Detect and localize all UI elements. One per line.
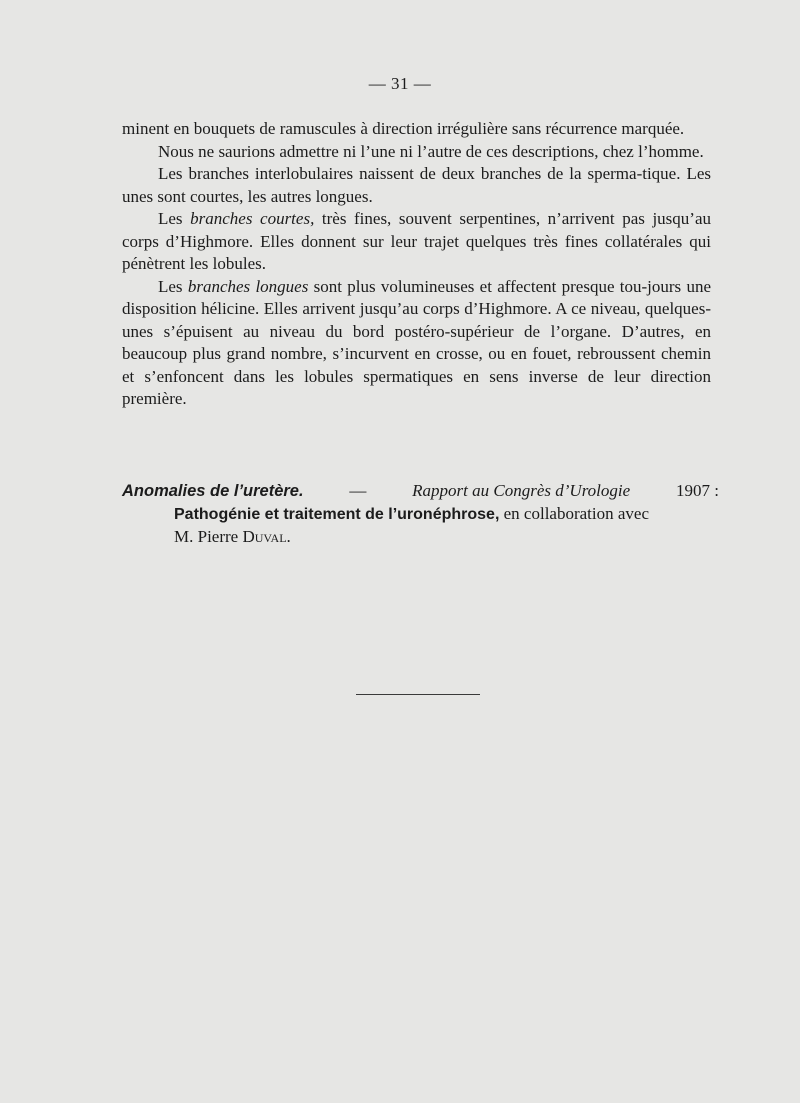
paragraph-text: Nous ne saurions admettre ni l’une ni l’autre de ces descriptions, chez l’homme. [158, 141, 704, 161]
body-text [122, 118, 711, 411]
reference-title: Anomalies de l’uretère. [122, 482, 304, 500]
paragraph [122, 141, 711, 164]
paragraph [122, 208, 711, 276]
reference-author-prefix: M. Pierre [174, 527, 243, 546]
paragraph [122, 118, 711, 141]
reference-line [122, 503, 719, 527]
paragraph-text: Les branches interlobulaires naissent de deux branches de la sperma-tique. Les unes sont courtes, les autres longues. [122, 164, 711, 206]
paragraph [122, 276, 711, 411]
paragraph-text: Les [158, 209, 191, 228]
paragraph-text: très fines, souvent serpentines, n’arrivent pas jusqu’au corps d’Highmore. Elles donnent sur leur trajet quelques très fines collatérales qui pénètrent les lobules. [122, 209, 712, 273]
paragraph-text: sont plus volumineuses et affectent presque tou-jours une disposition hélicine. Elles arrivent jusqu’au corps d’Highmore. A ce niveau, quelques-unes s’épuisent au niveau du bord postéro-supérieur de l’organe. D’autres, en beaucoup plus grand nombre, s’incurvent en crosse, ou en fouet, rebroussent chemin et s’enfoncent dans les lobules spermatiques en sens inverse de leur direction première. [122, 276, 711, 408]
section-separator [356, 694, 480, 695]
reference-author-suffix: . [286, 527, 291, 546]
italic-term: branches courtes, [190, 209, 315, 228]
italic-term: branches longues [187, 276, 309, 296]
reference-report: Rapport au Congrès d’Urologie [412, 481, 631, 500]
page-number: — 31 — [368, 74, 432, 93]
reference-line [122, 526, 719, 549]
reference-dash: — [349, 481, 367, 500]
reference-year: 1907 : [675, 481, 719, 500]
paragraph-text: minent en bouquets de ramuscules à direction irrégulière sans récurrence marquée. [122, 119, 685, 138]
reference-author-name: Duval [242, 527, 287, 546]
bibliography-reference [122, 480, 719, 549]
reference-subtitle: Pathogénie et traitement de l’uronéphrose, [174, 505, 500, 523]
reference-collaboration: en collaboration avec [499, 503, 650, 523]
reference-line [122, 480, 719, 503]
paragraph-text: Les [158, 276, 188, 296]
paragraph [122, 163, 711, 208]
